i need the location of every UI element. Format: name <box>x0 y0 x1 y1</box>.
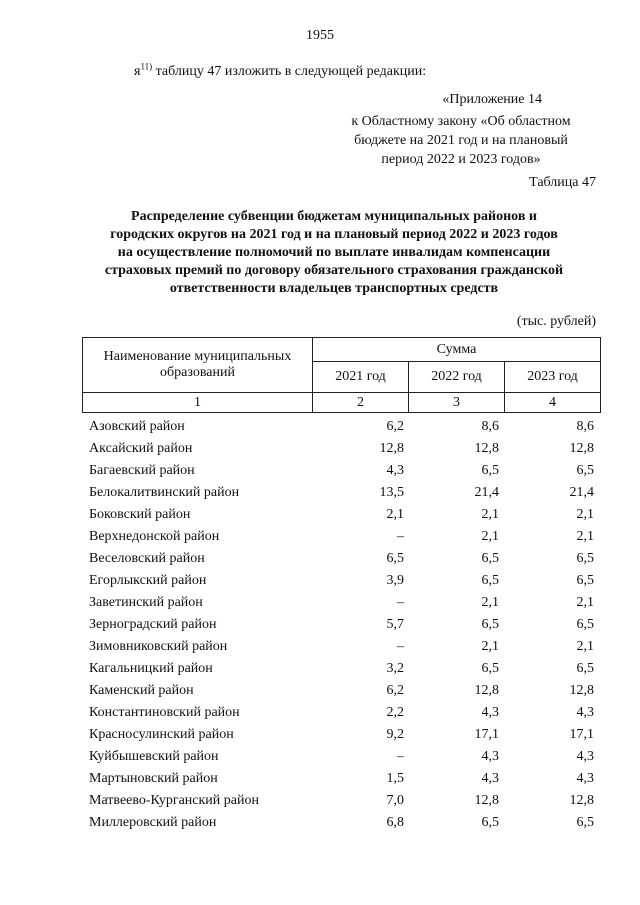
header-name: Наименование муниципальных образований <box>83 338 313 393</box>
row-name: Заветинский район <box>89 595 203 610</box>
value-2021: 9,2 <box>386 727 404 742</box>
value-2021: 13,5 <box>379 485 404 500</box>
value-2022: 2,1 <box>481 639 499 654</box>
row-name: Зерноградский район <box>89 617 217 632</box>
value-2023: 12,8 <box>569 683 594 698</box>
value-2023: 2,1 <box>576 639 594 654</box>
value-2022: 8,6 <box>481 419 499 434</box>
value-2021: 6,2 <box>386 683 404 698</box>
table-row <box>82 636 600 658</box>
value-2021: 3,2 <box>386 661 404 676</box>
value-2022: 12,8 <box>474 441 499 456</box>
value-2023: 21,4 <box>569 485 594 500</box>
table-row <box>82 482 600 504</box>
value-2021: 2,2 <box>386 705 404 720</box>
value-2023: 12,8 <box>569 441 594 456</box>
appendix-subtitle <box>330 112 592 169</box>
table-row <box>82 614 600 636</box>
value-2023: 6,5 <box>576 815 594 830</box>
value-2021: 4,3 <box>386 463 404 478</box>
value-2023: 4,3 <box>576 771 594 786</box>
value-2022: 12,8 <box>474 683 499 698</box>
table-header <box>82 337 601 413</box>
value-2021: 3,9 <box>386 573 404 588</box>
value-2021: – <box>397 749 404 764</box>
row-name: Куйбышевский район <box>89 749 219 764</box>
appendix-subtitle-line: бюджете на 2021 год и на плановый <box>354 133 568 148</box>
row-name: Белокалитвинский район <box>89 485 240 500</box>
row-name: Боковский район <box>89 507 191 522</box>
value-2023: 17,1 <box>569 727 594 742</box>
column-number: 1 <box>83 393 313 413</box>
value-2022: 2,1 <box>481 507 499 522</box>
row-name: Азовский район <box>89 419 185 434</box>
row-name: Каменский район <box>89 683 194 698</box>
value-2021: 6,5 <box>386 551 404 566</box>
row-name: Матвеево-Курганский район <box>89 793 259 808</box>
table-row <box>82 504 600 526</box>
value-2023: 4,3 <box>576 749 594 764</box>
appendix-subtitle-line: период 2022 и 2023 годов» <box>381 152 541 167</box>
value-2022: 6,5 <box>481 463 499 478</box>
value-2022: 4,3 <box>481 771 499 786</box>
value-2021: 6,2 <box>386 419 404 434</box>
title-line: городских округов на 2021 год и на плановый период 2022 и 2023 годов <box>110 227 558 242</box>
row-name: Красносулинский район <box>89 727 234 742</box>
table-row <box>82 724 600 746</box>
table-row <box>82 416 600 438</box>
row-name: Миллеровский район <box>89 815 217 830</box>
table-row <box>82 702 600 724</box>
units-label: (тыс. рублей) <box>516 314 596 329</box>
value-2022: 6,5 <box>481 573 499 588</box>
value-2022: 2,1 <box>481 595 499 610</box>
header-year-2022: 2022 год <box>409 362 505 393</box>
title-line: Распределение субвенции бюджетам муниципальных районов и <box>131 209 537 224</box>
value-2021: 1,5 <box>386 771 404 786</box>
table-number: Таблица 47 <box>529 175 596 190</box>
row-name: Аксайский район <box>89 441 193 456</box>
value-2022: 2,1 <box>481 529 499 544</box>
table-body <box>82 416 600 834</box>
value-2022: 17,1 <box>474 727 499 742</box>
value-2023: 6,5 <box>576 661 594 676</box>
value-2022: 4,3 <box>481 749 499 764</box>
value-2022: 6,5 <box>481 815 499 830</box>
document-title <box>90 208 578 298</box>
value-2022: 21,4 <box>474 485 499 500</box>
intro-text: таблицу 47 изложить в следующей редакции: <box>152 64 427 79</box>
value-2021: 12,8 <box>379 441 404 456</box>
value-2022: 6,5 <box>481 551 499 566</box>
table-row <box>82 570 600 592</box>
column-number: 4 <box>505 393 601 413</box>
row-name: Веселовский район <box>89 551 205 566</box>
title-line: ответственности владельцев транспортных средств <box>169 281 499 296</box>
value-2022: 4,3 <box>481 705 499 720</box>
value-2022: 6,5 <box>481 617 499 632</box>
value-2021: – <box>397 529 404 544</box>
row-name: Багаевский район <box>89 463 195 478</box>
column-number: 3 <box>409 393 505 413</box>
footnote-ref: 11) <box>140 61 153 72</box>
header-year-2023: 2023 год <box>505 362 601 393</box>
table-row <box>82 746 600 768</box>
value-2022: 12,8 <box>474 793 499 808</box>
row-name: Константиновский район <box>89 705 240 720</box>
value-2021: 7,0 <box>386 793 404 808</box>
appendix-subtitle-line: к Областному закону «Об областном <box>351 114 571 129</box>
table-row <box>82 526 600 548</box>
table-row <box>82 768 600 790</box>
header-year-2021: 2021 год <box>313 362 409 393</box>
value-2023: 2,1 <box>576 529 594 544</box>
table-row <box>82 592 600 614</box>
appendix-title: «Приложение 14 <box>442 92 542 107</box>
table-row <box>82 460 600 482</box>
intro-paragraph <box>134 61 427 80</box>
value-2023: 6,5 <box>576 463 594 478</box>
value-2023: 4,3 <box>576 705 594 720</box>
table-row <box>82 658 600 680</box>
intro-prefix: я <box>134 64 141 79</box>
header-sum: Сумма <box>313 338 601 362</box>
row-name: Верхнедонской район <box>89 529 220 544</box>
table-row <box>82 790 600 812</box>
value-2023: 2,1 <box>576 595 594 610</box>
column-number: 2 <box>313 393 409 413</box>
value-2021: 6,8 <box>386 815 404 830</box>
value-2021: 2,1 <box>386 507 404 522</box>
value-2023: 12,8 <box>569 793 594 808</box>
value-2023: 6,5 <box>576 617 594 632</box>
value-2022: 6,5 <box>481 661 499 676</box>
title-line: на осуществление полномочий по выплате инвалидам компенсации <box>117 245 551 260</box>
table-row <box>82 680 600 702</box>
value-2021: – <box>397 595 404 610</box>
row-name: Кагальницкий район <box>89 661 213 676</box>
value-2021: – <box>397 639 404 654</box>
row-name: Егорлыкский район <box>89 573 207 588</box>
title-line: страховых премий по договору обязательного страхования гражданской <box>104 263 564 278</box>
row-name: Зимовниковский район <box>89 639 228 654</box>
value-2023: 2,1 <box>576 507 594 522</box>
value-2021: 5,7 <box>386 617 404 632</box>
row-name: Мартыновский район <box>89 771 218 786</box>
value-2023: 6,5 <box>576 573 594 588</box>
table-row <box>82 812 600 834</box>
table-row <box>82 548 600 570</box>
value-2023: 6,5 <box>576 551 594 566</box>
table-row <box>82 438 600 460</box>
page-number: 1955 <box>306 28 334 43</box>
value-2023: 8,6 <box>576 419 594 434</box>
